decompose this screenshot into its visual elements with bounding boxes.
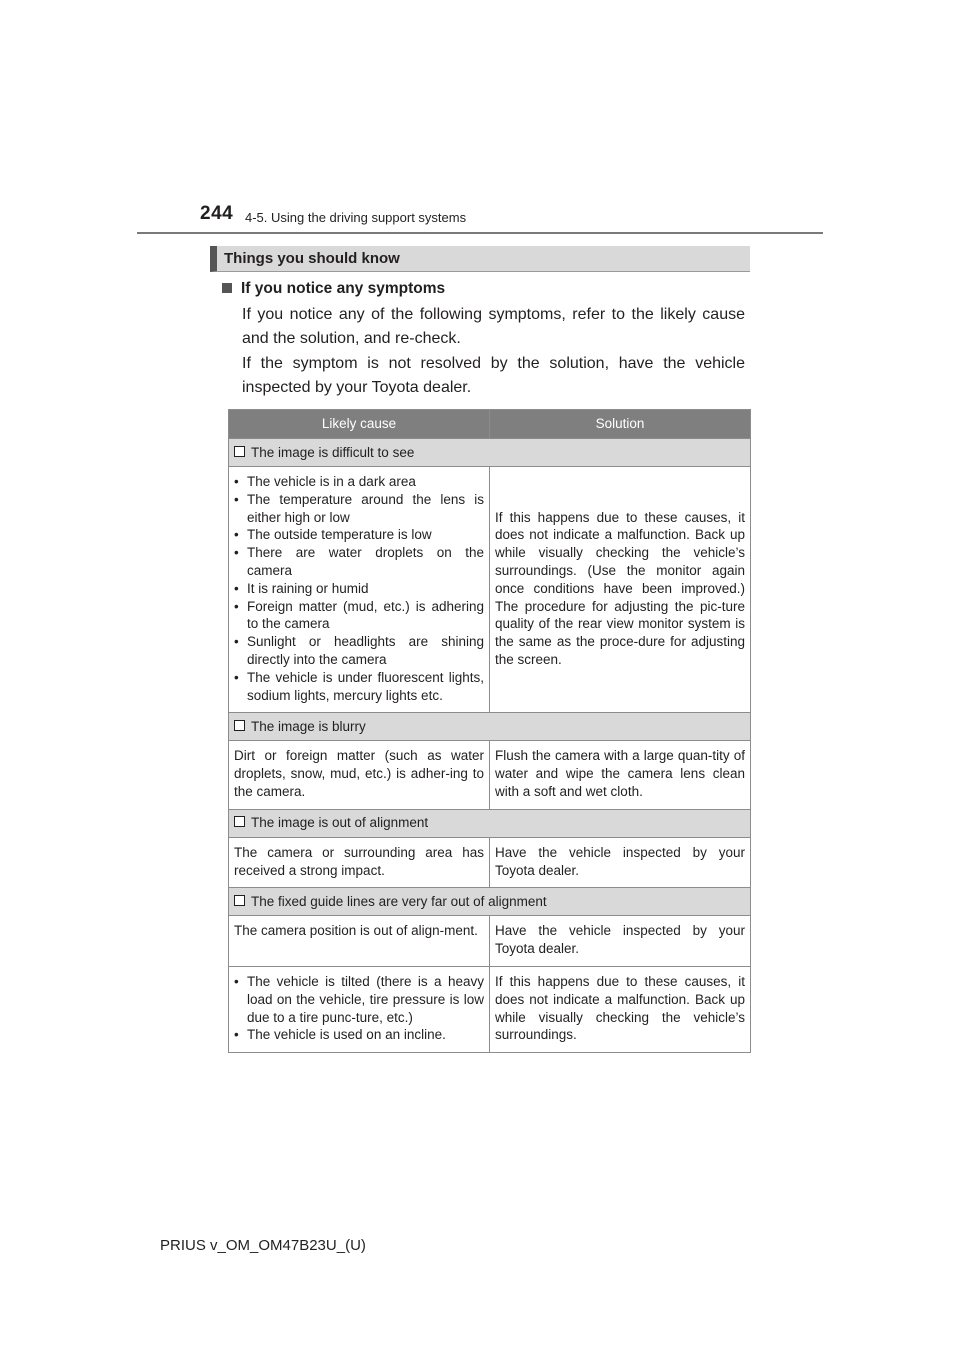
list-item: • The vehicle is under fluorescent lights, sodium lights, mercury lights etc.: [234, 669, 484, 705]
solution-cell: If this happens due to these causes, it does not indicate a malfunction. Back up while visually checking the vehicle’s surroundings.: [490, 966, 751, 1052]
things-you-should-know-bar: [210, 246, 750, 272]
checkbox-icon: [234, 895, 245, 906]
category-row: [229, 888, 751, 916]
checkbox-icon: [234, 816, 245, 827]
checkbox-icon: [234, 446, 245, 457]
subheading: [222, 280, 445, 298]
table-row: [229, 916, 751, 967]
category-label: The image is blurry: [251, 718, 366, 734]
cause-cell: Dirt or foreign matter (such as water droplets, snow, mud, etc.) is adher-ing to the camera.: [229, 741, 490, 809]
solution-cell: If this happens due to these causes, it does not indicate a malfunction. Back up while visually checking the vehicle’s surroundings. (Use the monitor again once conditions have been improved.) The procedure for adjusting the pic-ture quality of the rear view monitor system is the same as the proce-dure for adjusting the screen.: [490, 467, 751, 713]
section-title: 4-5. Using the driving support systems: [245, 210, 467, 225]
cause-list: [234, 473, 484, 704]
cause-cell: [229, 467, 490, 713]
document-code: PRIUS v_OM_OM47B23U_(U): [160, 1237, 366, 1254]
intro-paragraph-1: If you notice any of the following symptoms, refer to the likely cause and the solution, and re-check.: [242, 306, 745, 347]
header-solution: Solution: [490, 410, 751, 439]
category-cell: [229, 809, 751, 837]
table-row: [229, 467, 751, 713]
list-item: • The temperature around the lens is either high or low: [234, 491, 484, 527]
header-rule: [137, 232, 823, 234]
things-you-should-know-label: Things you should know: [224, 250, 400, 267]
table-row: [229, 966, 751, 1052]
category-cell: [229, 439, 751, 467]
table-row: [229, 741, 751, 809]
table-row: [229, 837, 751, 888]
header-likely-cause: Likely cause: [229, 410, 490, 439]
checkbox-icon: [234, 720, 245, 731]
category-cell: [229, 888, 751, 916]
solution-cell: Have the vehicle inspected by your Toyota dealer.: [490, 837, 751, 888]
table-header-row: [229, 410, 751, 439]
list-item: • The vehicle is in a dark area: [234, 473, 484, 491]
symptom-table: [228, 409, 751, 1053]
list-item: • Sunlight or headlights are shining directly into the camera: [234, 633, 484, 669]
solution-cell: Have the vehicle inspected by your Toyota dealer.: [490, 916, 751, 967]
category-label: The image is out of alignment: [251, 815, 429, 831]
list-item: • Foreign matter (mud, etc.) is adhering to the camera: [234, 598, 484, 634]
list-item: • The outside temperature is low: [234, 526, 484, 544]
cause-cell: The camera or surrounding area has received a strong impact.: [229, 837, 490, 888]
cause-list: [234, 973, 484, 1044]
page-number: 244: [200, 203, 234, 224]
cause-cell: The camera position is out of align-ment.: [229, 916, 490, 967]
list-item: • The vehicle is used on an incline.: [234, 1026, 484, 1044]
category-label: The fixed guide lines are very far out of alignment: [251, 893, 547, 909]
category-label: The image is difficult to see: [251, 444, 415, 460]
subheading-text: If you notice any symptoms: [241, 280, 446, 297]
list-item: • There are water droplets on the camera: [234, 544, 484, 580]
solution-cell: Flush the camera with a large quan-tity of water and wipe the camera lens clean with a soft and wet cloth.: [490, 741, 751, 809]
cause-cell: [229, 966, 490, 1052]
list-item: • It is raining or humid: [234, 580, 484, 598]
list-item: • The vehicle is tilted (there is a heavy load on the vehicle, tire pressure is low due to a tire punc-ture, etc.): [234, 973, 484, 1026]
intro-paragraph-2: If the symptom is not resolved by the solution, have the vehicle inspected by your Toyota dealer.: [242, 355, 745, 396]
category-row: [229, 439, 751, 467]
category-cell: [229, 713, 751, 741]
category-row: [229, 809, 751, 837]
square-bullet-icon: [222, 283, 232, 293]
category-row: [229, 713, 751, 741]
